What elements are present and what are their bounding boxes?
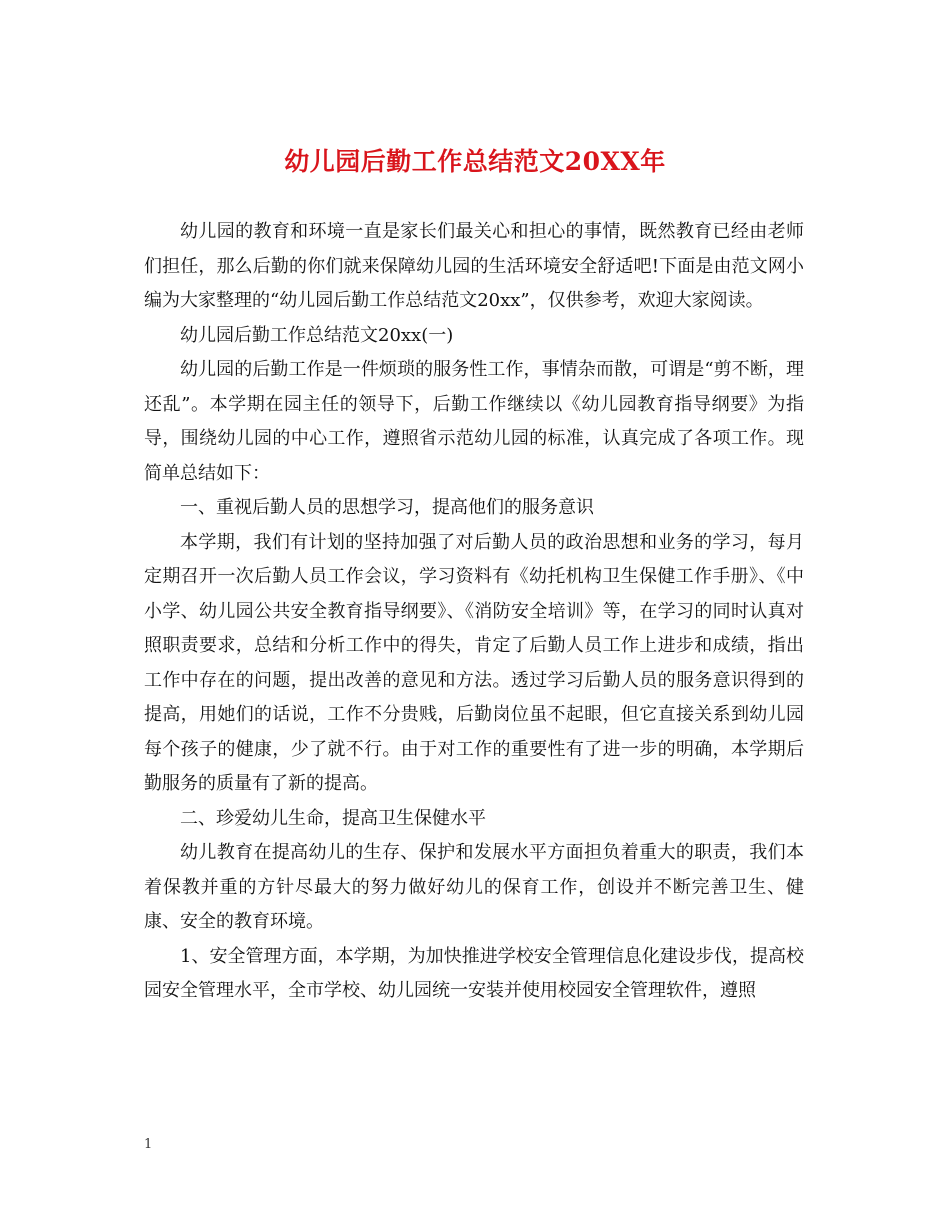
document-title: 幼儿园后勤工作总结范文20XX年 xyxy=(284,147,666,176)
section-heading-2: 二、珍爱幼儿生命，提高卫生保健水平 xyxy=(180,807,486,829)
paragraph-intro: 幼儿园的教育和环境一直是家长们最关心和担心的事情，既然教育已经由老师们担任，那么后勤的你们就来保障幼儿园的生活环境安全舒适吧!下面是由范文网小编为大家整理的“幼儿园后勤工作总结范文20xx”，仅供参考，欢迎大家阅读。 xyxy=(144,221,804,311)
paragraph-subtitle: 幼儿园后勤工作总结范文20xx(一) xyxy=(180,324,454,346)
page-number: 1 xyxy=(144,1137,153,1152)
paragraph-overview: 幼儿园的后勤工作是一件烦琐的服务性工作，事情杂而散，可谓是“剪不断，理还乱”。本学期在园主任的领导下，后勤工作继续以《幼儿园教育指导纲要》为指导，围绕幼儿园的中心工作，遵照省示范幼儿园的标准，认真完成了各项工作。现简单总结如下： xyxy=(144,359,804,484)
document-body xyxy=(144,215,804,1009)
paragraph-section-1: 本学期，我们有计划的坚持加强了对后勤人员的政治思想和业务的学习，每月定期召开一次后勤人员工作会议，学习资料有《幼托机构卫生保健工作手册》、《中小学、幼儿园公共安全教育指导纲要》、《消防安全培训》等，在学习的同时认真对照职责要求，总结和分析工作中的得失，肯定了后勤人员工作上进步和成绩，指出工作中存在的问题，提出改善的意见和方法。透过学习后勤人员的服务意识得到的提高，用她们的话说，工作不分贵贱，后勤岗位虽不起眼，但它直接关系到幼儿园每个孩子的健康，少了就不行。由于对工作的重要性有了进一步的明确，本学期后勤服务的质量有了新的提高。 xyxy=(144,531,804,794)
paragraph-safety: 1、安全管理方面，本学期，为加快推进学校安全管理信息化建设步伐，提高校园安全管理水平，全市学校、幼儿园统一安装并使用校园安全管理软件，遵照 xyxy=(144,945,804,1001)
paragraph-section-2: 幼儿教育在提高幼儿的生存、保护和发展水平方面担负着重大的职责，我们本着保教并重的方针尽最大的努力做好幼儿的保育工作，创设并不断完善卫生、健康、安全的教育环境。 xyxy=(144,842,804,932)
section-heading-1: 一、重视后勤人员的思想学习，提高他们的服务意识 xyxy=(180,497,594,518)
